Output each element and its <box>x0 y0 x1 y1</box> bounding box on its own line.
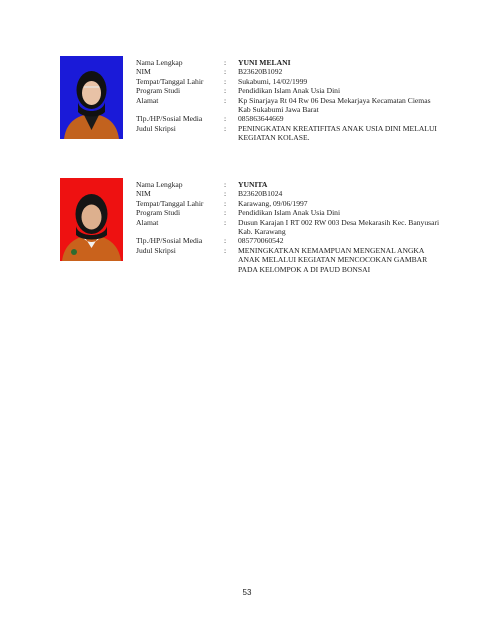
field-row <box>136 246 440 274</box>
field-row <box>136 114 440 123</box>
field-label: Program Studi <box>136 208 181 218</box>
field-row <box>136 236 440 245</box>
field-value: YUNI MELANI <box>238 58 291 67</box>
student-info <box>136 58 440 143</box>
field-label: Program Studi <box>136 86 181 96</box>
field-row <box>136 199 440 208</box>
field-label: NIM <box>136 67 151 77</box>
field-value: YUNITA <box>238 180 268 189</box>
field-value: Karawang, 09/06/1997 <box>238 198 308 208</box>
field-separator: : <box>224 180 227 189</box>
field-row <box>136 96 440 115</box>
field-label: Nama Lengkap <box>136 180 183 189</box>
field-value: 085770060542 <box>238 236 284 246</box>
field-separator: : <box>224 245 227 255</box>
field-row <box>136 86 440 95</box>
field-row <box>136 58 440 67</box>
field-label: Tempat/Tanggal Lahir <box>136 76 204 86</box>
field-separator: : <box>224 217 227 227</box>
field-value: PENINGKATAN KREATIFITAS ANAK USIA DINI MELALUI KEGIATAN KOLASE. <box>238 123 437 143</box>
field-separator: : <box>224 114 227 124</box>
field-label: Alamat <box>136 217 159 227</box>
field-separator: : <box>224 189 227 199</box>
field-row <box>136 124 440 143</box>
field-separator: : <box>224 236 227 246</box>
field-value: Pendidikan Islam Anak Usia Dini <box>238 208 341 218</box>
field-label: Nama Lengkap <box>136 58 183 67</box>
field-row <box>136 189 440 198</box>
student-portrait-icon <box>60 178 123 261</box>
field-value: Kp Sinarjaya Rt 04 Rw 06 Desa Mekarjaya Kecamatan Ciemas Kab Sukabumi Jawa Barat <box>238 95 431 115</box>
student-portrait-icon <box>60 56 123 139</box>
field-value: Pendidikan Islam Anak Usia Dini <box>238 86 341 96</box>
student-photo <box>60 178 123 261</box>
field-label: NIM <box>136 189 151 199</box>
field-label: Tlp./HP/Sosial Media <box>136 236 203 246</box>
field-separator: : <box>224 58 227 67</box>
field-row <box>136 218 440 237</box>
field-row <box>136 208 440 217</box>
field-label: Tlp./HP/Sosial Media <box>136 114 203 124</box>
field-label: Tempat/Tanggal Lahir <box>136 198 204 208</box>
field-separator: : <box>224 95 227 105</box>
field-row <box>136 180 440 189</box>
field-label: Alamat <box>136 95 159 105</box>
field-row <box>136 77 440 86</box>
field-separator: : <box>224 198 227 208</box>
field-separator: : <box>224 123 227 133</box>
field-separator: : <box>224 67 227 77</box>
field-separator: : <box>224 86 227 96</box>
field-value: Sukabumi, 14/02/1999 <box>238 76 308 86</box>
field-value: MENINGKATKAN KEMAMPUAN MENGENAL ANGKA ANAK MELALUI KEGIATAN MENCOCOKAN GAMBAR PADA KELOMPOK A DI PAUD BONSAI <box>238 245 428 274</box>
field-value: B23620B1092 <box>238 67 283 77</box>
field-row <box>136 67 440 76</box>
page-number: 53 <box>242 588 252 597</box>
field-value: Dusun Karajan I RT 002 RW 003 Desa Mekarasih Kec. Banyusari Kab. Karawang <box>238 217 440 237</box>
field-value: B23620B1024 <box>238 189 283 199</box>
student-photo <box>60 56 123 139</box>
field-value: 085863644669 <box>238 114 284 124</box>
field-separator: : <box>224 208 227 218</box>
field-separator: : <box>224 76 227 86</box>
student-info <box>136 180 440 274</box>
field-label: Judul Skripsi <box>136 245 176 255</box>
field-label: Judul Skripsi <box>136 123 176 133</box>
